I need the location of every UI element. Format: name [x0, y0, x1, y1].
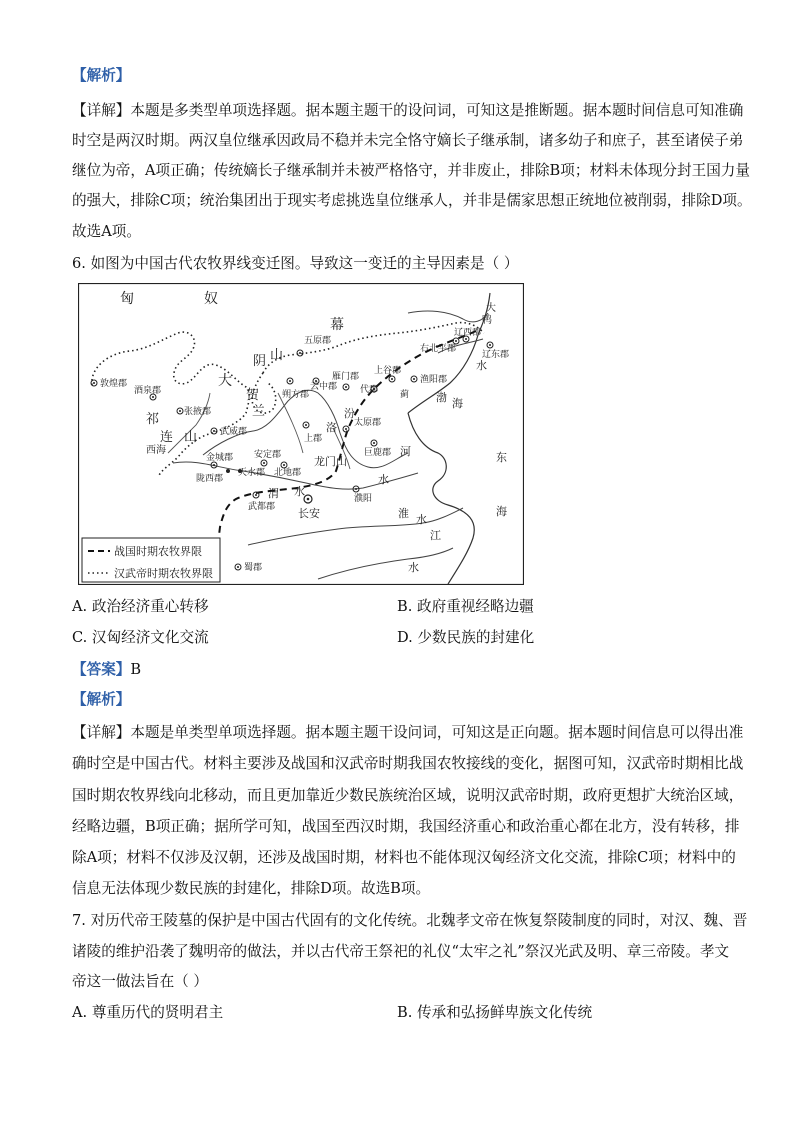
q5-detail-line: 的强大，排除C项；统治集团出于现实考虑挑选皇位继承人，并非是儒家思想正统地位被削弱，排除D项。 [72, 192, 752, 209]
map-label: 水 [416, 513, 427, 526]
map-label: 海 [496, 505, 507, 518]
city-label: 辽东郡 [482, 350, 510, 360]
q6-option-b: B. 政府重视经略边疆 [397, 598, 534, 615]
city-label: 酒泉郡 [134, 386, 162, 396]
map-label: 阴 [253, 354, 267, 369]
city-label: 武都郡 [248, 502, 276, 512]
city-label: 朔方郡 [282, 390, 310, 400]
city-label: 安定郡 [254, 450, 282, 460]
q6-option-d: D. 少数民族的封建化 [397, 629, 535, 646]
city-label: 辽西郡 [454, 328, 482, 338]
city-label: 陇西郡 [196, 474, 224, 484]
map-label: 江 [430, 529, 441, 542]
map-label: 龙门山 [314, 455, 347, 468]
city-label: 云中郡 [310, 382, 338, 392]
city-label: 天水郡 [238, 468, 266, 478]
city-label: 代郡 [360, 385, 379, 395]
q7-stem-line: 帝这一做法旨在（ ） [72, 973, 208, 990]
q7-stem-line: 诸陵的维护沿袭了魏明帝的做法，并以古代帝王祭祀的礼仪“太牢之礼”祭汉光武及明、章三帝陵。孝文 [72, 943, 730, 960]
map-label: 渤 [436, 391, 447, 404]
q6-option-c: C. 汉匈经济文化交流 [72, 629, 209, 646]
map-label: 水 [476, 359, 487, 372]
city-label: 太原郡 [354, 418, 382, 428]
city-label: 蜀郡 [244, 563, 263, 573]
city-label: 敦煌郡 [100, 379, 128, 389]
map-label: 匈 [120, 291, 134, 307]
city-label: 上谷郡 [374, 366, 402, 376]
city-label: 濮阳 [354, 494, 373, 504]
map-label: 东 [496, 451, 507, 464]
map-label: 幕 [330, 317, 344, 333]
map-label: 渭 [268, 487, 279, 500]
map-label: 山 [270, 348, 284, 363]
city-label: 金城郡 [206, 453, 234, 463]
map-label: 水 [378, 473, 389, 486]
legend-han-wudi: 汉武帝时期农牧界限 [114, 567, 213, 580]
q6-detail-line: 国时期农牧界线向北移动，而且更加靠近少数民族统治区域，说明汉武帝时期，政府更想扩大统治区域， [72, 787, 744, 804]
map-label: 西海 [146, 445, 166, 456]
city-label: 右北平郡 [420, 344, 457, 354]
map-label: 河 [400, 445, 411, 458]
q6-answer-label: 【答案】 [72, 661, 131, 678]
map-label: 水 [408, 561, 419, 574]
q6-stem: 6. 如图为中国古代农牧界线变迁图。导致这一变迁的主导因素是（ ） [72, 255, 519, 272]
city-label: 张掖郡 [184, 407, 212, 417]
q6-option-a: A. 政治经济重心转移 [72, 598, 209, 615]
map-label: 鸭 [482, 315, 492, 326]
q6-detail-line: 除A项；材料不仅涉及汉朝，还涉及战国时期，材料也不能体现汉匈经济文化交流，排除C项；材料中的 [72, 849, 736, 866]
q7-stem-line: 7. 对历代帝王陵墓的保护是中国古代固有的文化传统。北魏孝文帝在恢复祭陵制度的同时，对汉、魏、晋 [72, 912, 748, 929]
city-label: 北地郡 [274, 468, 302, 478]
q7-option-b: B. 传承和弘扬鲜卑族文化传统 [397, 1004, 593, 1021]
q5-analysis-label: 【解析】 [72, 67, 131, 84]
q5-detail-line: 继位为帝，A项正确；传统嫡长子继承制并未被严格恪守，并非废止，排除B项；材料未体现分封王国力量 [72, 162, 750, 179]
q6-detail-line: 确时空是中国古代。材料主要涉及战国和汉武帝时期我国农牧接线的变化，据图可知，汉武帝时期相比战 [72, 755, 744, 772]
city-label: 武威郡 [220, 427, 248, 437]
q6-answer [72, 660, 732, 680]
legend-warring-states: 战国时期农牧界限 [114, 545, 202, 558]
map-label: 奴 [204, 291, 218, 307]
city-label: 巨鹿郡 [364, 448, 392, 458]
map-label: 连 [160, 430, 174, 445]
map-label: 洛 [326, 421, 337, 434]
city-label: 蓟 [400, 390, 410, 400]
map-label: 大 [218, 373, 232, 389]
map-label: 大 [486, 303, 496, 314]
map-label: 汾 [344, 407, 355, 420]
map-label: 海 [452, 397, 463, 410]
map-label: 山 [184, 430, 198, 445]
q5-detail-line: 时空是两汉时期。两汉皇位继承因政局不稳并未完全恪守嫡长子继承制，诸多幼子和庶子，甚至诸侯子弟 [72, 132, 744, 149]
city-label: 渔阳郡 [420, 375, 448, 385]
city-label: 长安 [298, 507, 320, 520]
q6-analysis-label: 【解析】 [72, 691, 131, 708]
city-label: 五原郡 [304, 336, 332, 346]
q5-detail-line: 【详解】本题是多类型单项选择题。据本题主题干的设问词，可知这是推断题。据本题时间信息可知准确 [72, 102, 744, 119]
agro-pastoral-boundary-map [78, 283, 524, 585]
q5-detail-line: 故选A项。 [72, 223, 141, 240]
q7-option-a: A. 尊重历代的贤明君主 [72, 1004, 224, 1021]
q6-detail-line: 信息无法体现少数民族的封建化，排除D项。故选B项。 [72, 880, 431, 897]
map-label: 淮 [398, 507, 409, 520]
map-label: 贺 [246, 388, 260, 403]
city-label: 上郡 [304, 434, 323, 444]
q6-detail-line: 【详解】本题是单类型单项选择题。据本题主题干设问词，可知这是正向题。据本题时间信息可以得出准 [72, 724, 744, 741]
q6-detail-line: 经略边疆，B项正确；据所学可知，战国至西汉时期，我国经济重心和政治重心都在北方，没有转移，排 [72, 818, 740, 835]
map-label: 祁 [146, 412, 160, 427]
q6-answer-value: B [130, 661, 142, 678]
city-label: 雁门郡 [332, 372, 360, 382]
map-label: 兰 [252, 404, 266, 419]
map-label: 水 [294, 485, 305, 498]
